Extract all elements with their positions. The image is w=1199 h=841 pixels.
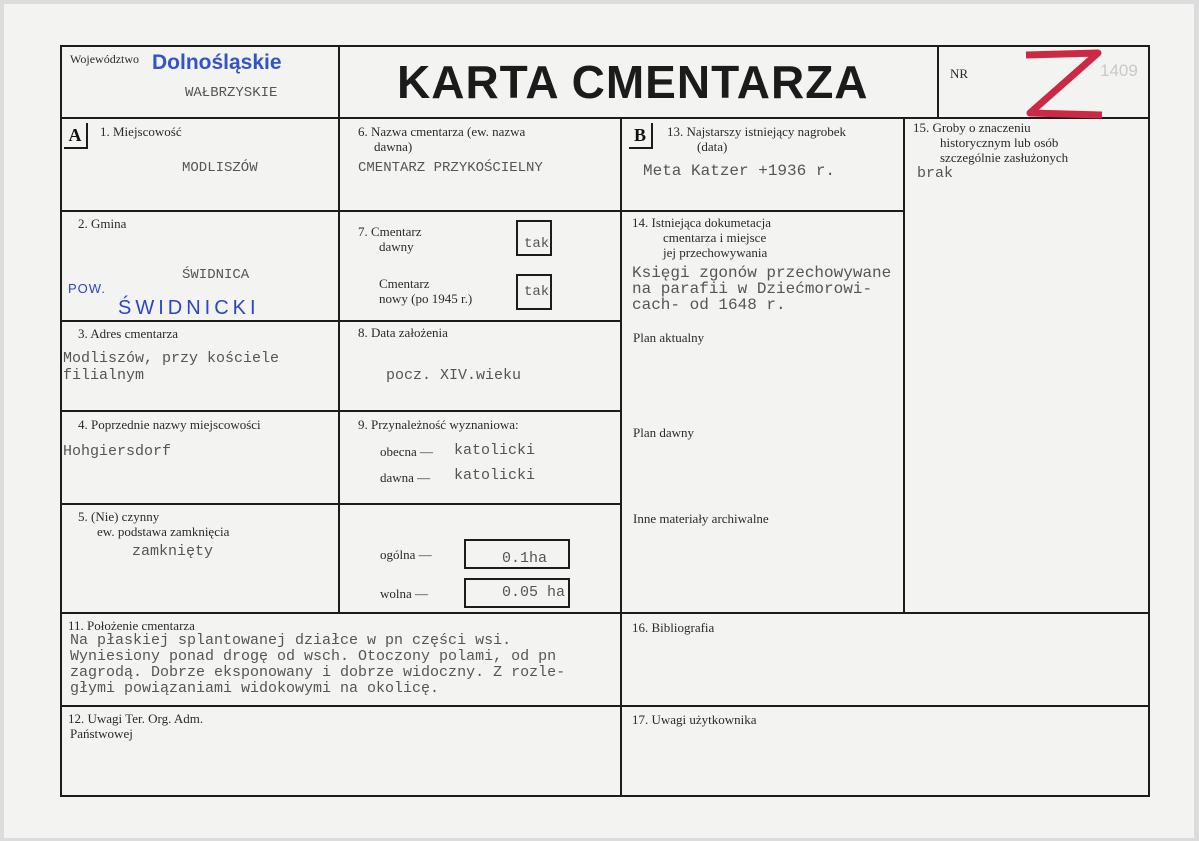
field-3-value-line2: filialnym — [63, 367, 145, 384]
field-14-value-line2: na parafii w Dziećmorowi- — [632, 280, 873, 298]
field-14-label-line3: jej przechowywania — [663, 245, 768, 260]
field-13-label-line2: (data) — [697, 139, 728, 154]
section-b-marker: B — [629, 123, 653, 149]
field-5-value: zamknięty — [132, 543, 214, 560]
field-10-free-value: 0.05 ha — [502, 585, 566, 601]
field-14-label-line2: cmentarza i miejsce — [663, 230, 767, 245]
field-14-other: Inne materiały archiwalne — [633, 511, 769, 526]
field-2-hand-prefix: POW. — [68, 281, 106, 296]
rule-a3 — [60, 410, 620, 412]
field-2-hand-value: ŚWIDNICKI — [118, 297, 260, 319]
field-9-current-label: obecna — — [380, 444, 434, 459]
cemetery-card — [4, 4, 1194, 838]
field-4-value: Hohgiersdorf — [63, 443, 172, 460]
field-14-value-line1: Księgi zgonów przechowywane — [632, 264, 892, 282]
field-10-total-label: ogólna — — [380, 547, 432, 562]
field-13-value: Meta Katzer +1936 r. — [643, 162, 836, 180]
rule-a6 — [60, 705, 1150, 707]
field-3-value-line1: Modliszów, przy kościele — [63, 350, 280, 367]
field-7b-label-line1: Cmentarz — [379, 276, 430, 291]
field-10-total-value: 0.1ha — [502, 550, 548, 567]
wojewodztwo-label: Województwo — [70, 52, 140, 66]
rule-col3 — [903, 119, 905, 614]
rule-header-bottom — [60, 117, 1150, 119]
field-11-line4: głymi powiązaniami widokowymi na okolicę. — [70, 680, 440, 697]
field-3-label: 3. Adres cmentarza — [78, 326, 178, 341]
field-13-label-line1: 13. Najstarszy istniejący nagrobek — [667, 124, 847, 139]
field-7b-label-line2: nowy (po 1945 r.) — [379, 291, 473, 306]
form-grid — [60, 45, 1150, 797]
rule-col2 — [620, 119, 622, 797]
field-10-free-label: wolna — — [380, 586, 429, 601]
field-7-label-line1: 7. Cmentarz — [358, 224, 422, 239]
rule-top — [60, 45, 1150, 47]
field-6-label-line1: 6. Nazwa cmentarza (ew. nazwa — [358, 124, 526, 139]
section-a-marker: A — [64, 123, 88, 149]
field-15-label-line3: szczególnie zasłużonych — [940, 150, 1069, 165]
field-6-value: CMENTARZ PRZYKOŚCIELNY — [358, 160, 543, 176]
field-2-value: ŚWIDNICA — [182, 267, 250, 283]
field-11-line3: zagrodą. Dobrze eksponowany i dobrze widoczny. Z rozle- — [70, 664, 566, 681]
field-6-label-line2: dawna) — [374, 139, 413, 154]
field-2-label: 2. Gmina — [78, 216, 127, 231]
field-5-label-line1: 5. (Nie) czynny — [78, 509, 160, 524]
field-11-line1: Na płaskiej splantowanej działce w pn części wsi. — [70, 632, 512, 649]
field-7b-value: tak — [524, 284, 550, 300]
field-11-line2: Wyniesiony ponad drogę od wsch. Otoczony polami, od pn — [70, 648, 557, 665]
rule-a1 — [60, 210, 903, 212]
field-12-label-line1: 12. Uwagi Ter. Org. Adm. — [68, 711, 204, 726]
wojewodztwo-value: WAŁBRZYSKIE — [185, 85, 278, 101]
field-14-plan-former: Plan dawny — [633, 425, 695, 440]
rule-bottom — [60, 795, 1150, 797]
rule-a4 — [60, 503, 620, 505]
field-14-value-line3: cach- od 1648 r. — [632, 296, 786, 314]
field-11-label: 11. Położenie cmentarza — [68, 618, 195, 633]
field-9-label: 9. Przynależność wyznaniowa: — [358, 417, 519, 432]
field-1-label: 1. Miejscowość — [100, 124, 182, 139]
field-8-value: pocz. XIV.wieku — [386, 367, 522, 384]
rule-nr-left — [937, 45, 939, 119]
field-5-label-line2: ew. podstawa zamknięcia — [97, 524, 230, 539]
wojewodztwo-stamp: Dolnośląskie — [152, 51, 282, 74]
rule-right — [1148, 45, 1150, 797]
field-9-former-value: katolicki — [454, 467, 536, 484]
rule-col1 — [338, 45, 340, 614]
field-15-label-line1: 15. Groby o znaczeniu — [913, 120, 1031, 135]
field-17-label: 17. Uwagi użytkownika — [632, 712, 757, 727]
field-1-value: MODLISZÓW — [182, 160, 258, 176]
field-7-label-line2: dawny — [379, 239, 414, 254]
field-16-label: 16. Bibliografia — [632, 620, 715, 635]
field-14-plan-current: Plan aktualny — [633, 330, 705, 345]
nr-label: NR — [950, 66, 969, 81]
field-15-value: brak — [917, 165, 954, 182]
field-14-label-line1: 14. Istniejąca dokumetacja — [632, 215, 771, 230]
rule-a2 — [60, 320, 620, 322]
field-15-label-line2: historycznym lub osób — [940, 135, 1059, 150]
field-9-current-value: katolicki — [454, 442, 536, 459]
field-12-label-line2: Państwowej — [70, 726, 133, 741]
nr-number: 1409 — [1100, 61, 1138, 80]
nr-z-mark-icon — [1018, 47, 1108, 119]
rule-left — [60, 45, 62, 797]
rule-a5 — [60, 612, 1150, 614]
page-title: KARTA CMENTARZA — [397, 56, 869, 108]
field-8-label: 8. Data założenia — [358, 325, 448, 340]
field-9-former-label: dawna — — [380, 470, 431, 485]
field-4-label: 4. Poprzednie nazwy miejscowości — [78, 417, 261, 432]
field-7-value: tak — [524, 236, 550, 252]
